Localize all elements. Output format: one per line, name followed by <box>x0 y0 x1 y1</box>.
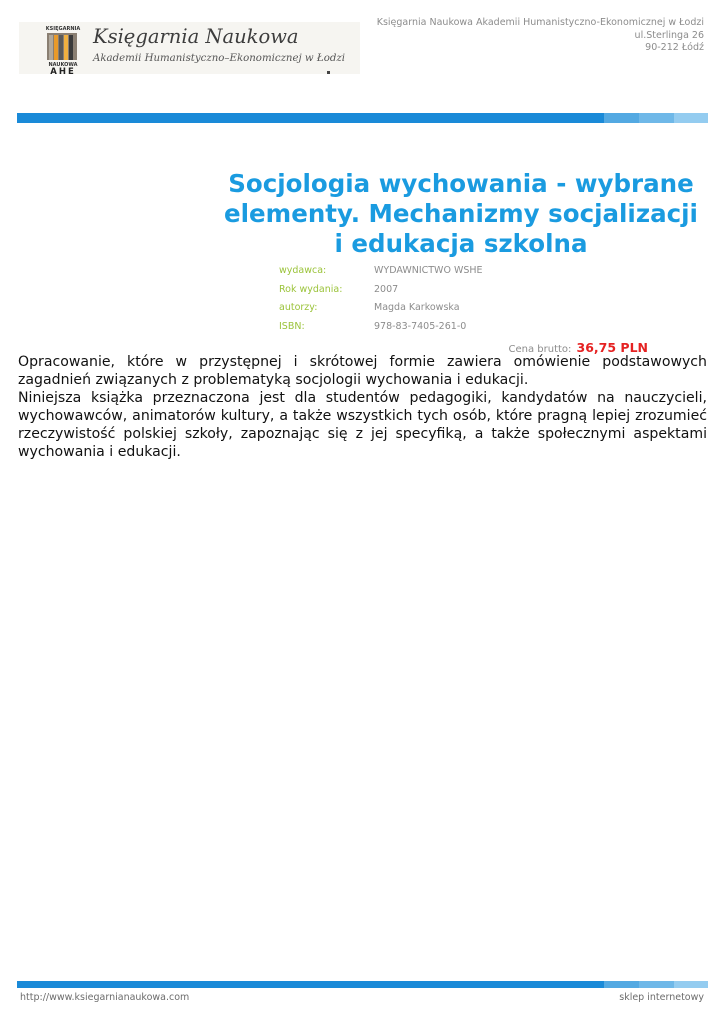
detail-publisher <box>279 265 483 284</box>
bookstore-logo-icon <box>41 24 85 74</box>
detail-label: Rok wydania: <box>279 283 343 295</box>
detail-value: 2007 <box>374 283 399 295</box>
detail-isbn <box>279 321 483 340</box>
description-paragraph: Niniejsza książka przeznaczona jest dla studentów pedagogiki, kandydatów na nauczycieli, wychowawców, animatorów kultury, a także wszystkich tych osób, które pragną lepiej zrozumieć rzeczywistość polskiej szkoły, zapoznając się z jej specyfiką, a także społecznymi aspektami wychowania i edukacji. <box>18 390 707 460</box>
detail-value: Magda Karkowska <box>374 302 460 313</box>
book-title: Socjologia wychowania - wybrane elementy. Mechanizmy socjalizacji i edukacja szkolna <box>224 169 698 258</box>
shop-name: Księgarnia Naukowa Akademii Humanistyczno-Ekonomicznej w Łodzi <box>376 17 704 28</box>
book-details <box>279 265 483 339</box>
detail-year <box>279 284 483 303</box>
book-description <box>18 353 707 461</box>
logo-mark-top: KSIĘGARNIA <box>45 26 81 32</box>
shop-address <box>377 17 704 55</box>
footer-url-link[interactable]: http://www.ksiegarnianaukowa.com <box>20 992 190 1003</box>
store-logo[interactable] <box>19 22 360 74</box>
detail-authors <box>279 302 483 321</box>
detail-label: wydawca: <box>279 265 327 276</box>
detail-value: WYDAWNICTWO WSHE <box>374 265 483 276</box>
price-label: Cena brutto: <box>508 344 572 355</box>
logo-name: Księgarnia Naukowa <box>93 25 299 48</box>
logo-mark-bottom: AHE <box>50 67 76 74</box>
description-paragraph: Opracowanie, które w przystępnej i skrótowej formie zawiera omówienie podstawowych zagadnień związanych z problematyką socjologii wychowania i edukacji. <box>18 354 707 388</box>
logo-mark-mid: NAUKOWA <box>48 62 78 68</box>
footer-tagline: sklep internetowy <box>619 992 704 1003</box>
footer-divider <box>17 981 708 988</box>
logo-subtitle: Akademii Humanistyczno–Ekonomicznej w Łodzi <box>93 53 345 64</box>
detail-label: autorzy: <box>279 302 318 313</box>
logo-dot <box>327 71 330 74</box>
shop-city: 90-212 Łódź <box>645 42 704 53</box>
detail-value: 978-83-7405-261-0 <box>374 320 467 332</box>
header-divider <box>17 113 708 123</box>
detail-label: ISBN: <box>279 320 305 332</box>
price-value: 36,75 PLN <box>576 340 648 355</box>
shop-street: ul.Sterlinga 26 <box>634 29 704 41</box>
